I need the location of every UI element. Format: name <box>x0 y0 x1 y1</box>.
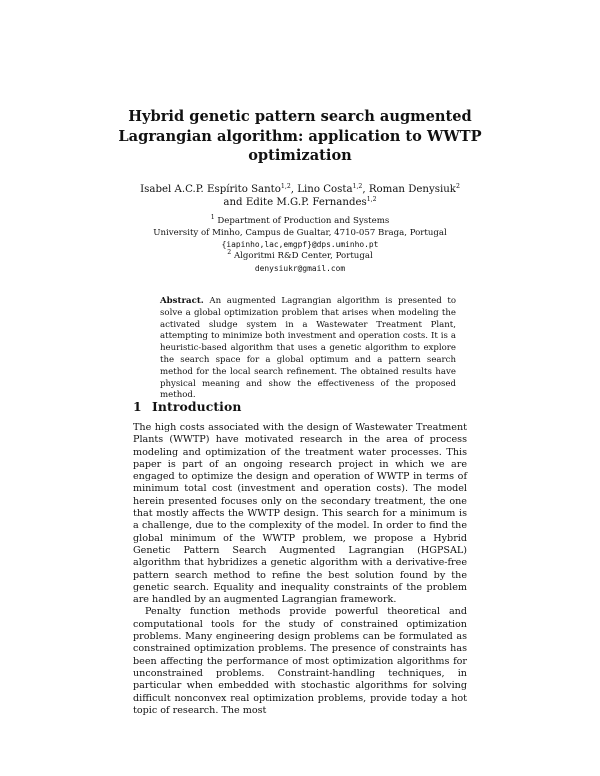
abstract <box>160 296 456 402</box>
author-list <box>140 183 460 209</box>
affiliation-2-email[interactable]: denysiukr@gmail.com <box>254 263 346 273</box>
section-body <box>133 422 467 717</box>
affiliation-department: Department of Production and Systems <box>217 216 390 226</box>
section-heading <box>133 399 241 414</box>
affiliation-1-address: University of Minho, Campus de Gualtar, 4710-057 Braga, Portugal <box>153 227 447 238</box>
paragraph: Penalty function methods provide powerful theoretical and computational tools for the study of constrained optimization problems. Many engineering design problems can be formulated as constrained optimization problems. The presence of constraints has been affecting the performance of most optimization algorithms for unconstrained problems. Constraint-handling techniques, in particular when embedded with stochastic algorithms for solving difficult nonconvex real optimization problems, provide today a hot topic of research. The most <box>133 606 467 716</box>
paper-title: Hybrid genetic pattern search augmented Lagrangian algorithm: application to WWTP optimization <box>118 108 482 164</box>
author-affiliation-mark: 1,2 <box>366 196 377 203</box>
author-affiliation-mark: 1,2 <box>280 183 291 190</box>
author-affiliation-mark: 1,2 <box>352 183 363 190</box>
author-separator: , <box>362 184 369 195</box>
author-separator: , <box>290 184 298 195</box>
affiliation-1 <box>130 216 470 228</box>
author-name: Roman Denysiuk <box>368 184 456 195</box>
section-number: 1 <box>133 399 142 414</box>
affiliation-2 <box>130 251 470 263</box>
affiliation-1-email[interactable]: {iapinho,lac,emgpf}@dps.uminho.pt <box>221 240 379 250</box>
affiliation-center: Algoritmi R&D Center, Portugal <box>233 251 373 262</box>
paragraph: The high costs associated with the design of Wastewater Treatment Plants (WWTP) have motivated research in the area of process modeling and optimization of the treatment water processes. This paper is part of an ongoing research project in which we are engaged to optimize the design and operation of WWTP in terms of minimum total cost (investment and operation costs). The model herein presented focuses only on the secondary treatment, the one that mostly affects the WWTP design. This search for a minimum is a challenge, due to the complexity of the model. In order to find the global minimum of the WWTP problem, we propose a Hybrid Genetic Pattern Search Augmented Lagrangian (HGPSAL) algorithm that hybridizes a genetic algorithm with a derivative-free pattern search method to refine the best solution found by the genetic search. Equality and inequality constraints of the problem are handled by an augmented Lagrangian framework. <box>133 422 467 606</box>
abstract-label: Abstract. <box>160 296 204 306</box>
affiliations <box>130 216 470 275</box>
section-title: Introduction <box>152 399 242 414</box>
author-name: Edite M.G.P. Fernandes <box>245 197 367 208</box>
author-affiliation-mark: 2 <box>455 183 460 190</box>
author-name: Lino Costa <box>297 184 353 195</box>
affiliation-mark: 1 <box>210 214 215 221</box>
author-separator: and <box>223 197 246 208</box>
author-name: Isabel A.C.P. Espírito Santo <box>140 184 281 195</box>
affiliation-mark: 2 <box>227 249 232 257</box>
abstract-text: An augmented Lagrangian algorithm is presented to solve a global optimization problem that arises when modeling the activated sludge system in a Wastewater Treatment Plant, attempting to minimize both investment and operation costs. It is a heuristic-based algorithm that uses a genetic algorithm to explore the search space for a global optimum and a pattern search method for the local search refinement. The obtained results have physical meaning and show the effectiveness of the proposed method. <box>160 296 457 401</box>
